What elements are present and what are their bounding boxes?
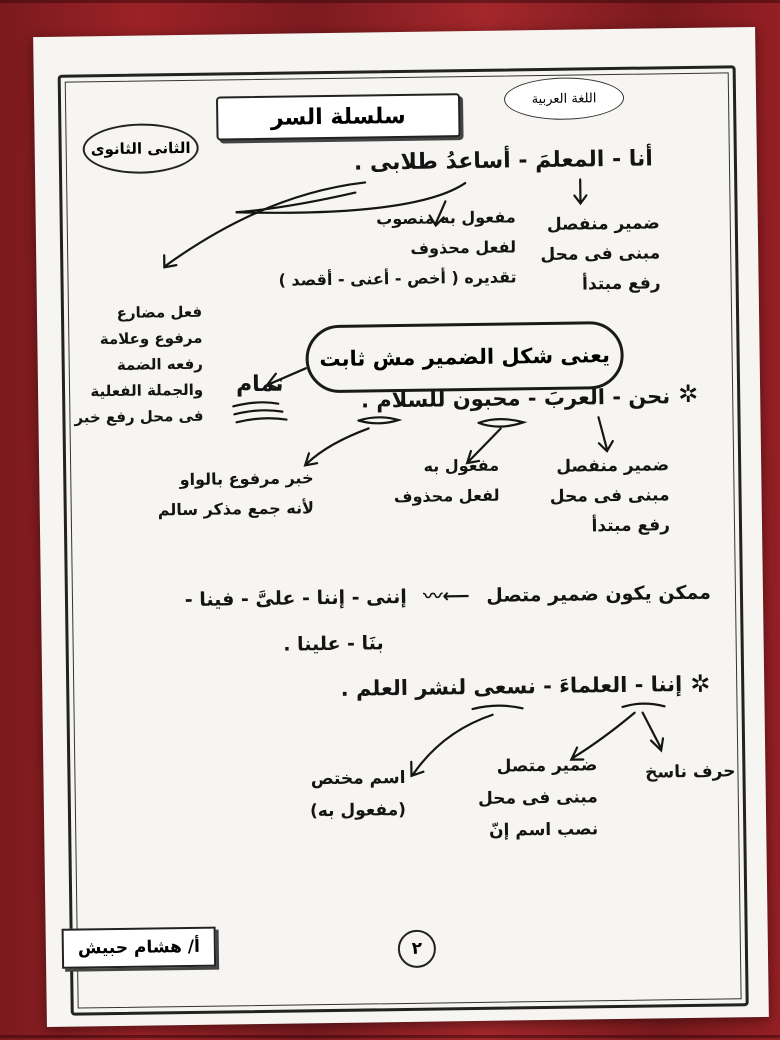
sentence-1: أنا - المعلمَ - أساعدُ طلابى . [353, 146, 654, 176]
callout-bubble: يعنى شكل الضمير مش ثابت [305, 321, 624, 393]
verb-note-1: فعل مضارع مرفوع وعلامة رفعه الضمة والجملة الفعلية فى محل رفع خبر [74, 302, 204, 427]
grade-label: الثانى الثانوى [82, 123, 199, 175]
worksheet-page [33, 27, 769, 1027]
series-title: سلسلة السر [216, 93, 461, 140]
pronoun-note-2: ضمير منفصل مبنى فى محل رفع مبتدأ [549, 455, 671, 537]
object-note-2: مفعول به لفعل محذوف [393, 455, 500, 507]
connected-line-1: ممكن يكون ضمير متصل ⟵〰 إننى - إننا - علىَّ - فينا - [184, 581, 712, 612]
object-note-1: مفعول به منصوب لفعل محذوف تقديره ( أخص - أعنى - أقصد ) [278, 207, 517, 290]
specific-note-3: اسم مختص (مفعول به) [309, 767, 407, 822]
page-number: ٢ [398, 930, 437, 969]
pronoun-note-1: ضمير منفصل مبنى فى محل رفع مبتدأ [540, 213, 661, 295]
particle-note-3: حرف ناسخ [645, 761, 736, 783]
predicate-note-2: خبر مرفوع بالواو لأنه جمع مذكر سالم [157, 468, 315, 520]
connected-line-2: بنَا - علينا . [283, 632, 384, 656]
asterisk-icon: ✲ [677, 379, 699, 409]
teacher-name: أ/ هشام حبيش [62, 927, 217, 969]
pronoun-note-3: ضمير متصل مبنى فى محل نصب اسم إنّ [477, 755, 599, 841]
asterisk-icon: ✲ [690, 669, 711, 698]
tamam-label: تمام [235, 371, 284, 398]
subject-label: اللغة العربية [504, 77, 625, 121]
sentence-3: إننا - العلماءَ - نسعى لنشر العلم . [340, 672, 683, 701]
sentence-2: نحن - العربَ - محبون للسلام . [360, 384, 671, 413]
annotation-arrows [33, 27, 769, 1027]
